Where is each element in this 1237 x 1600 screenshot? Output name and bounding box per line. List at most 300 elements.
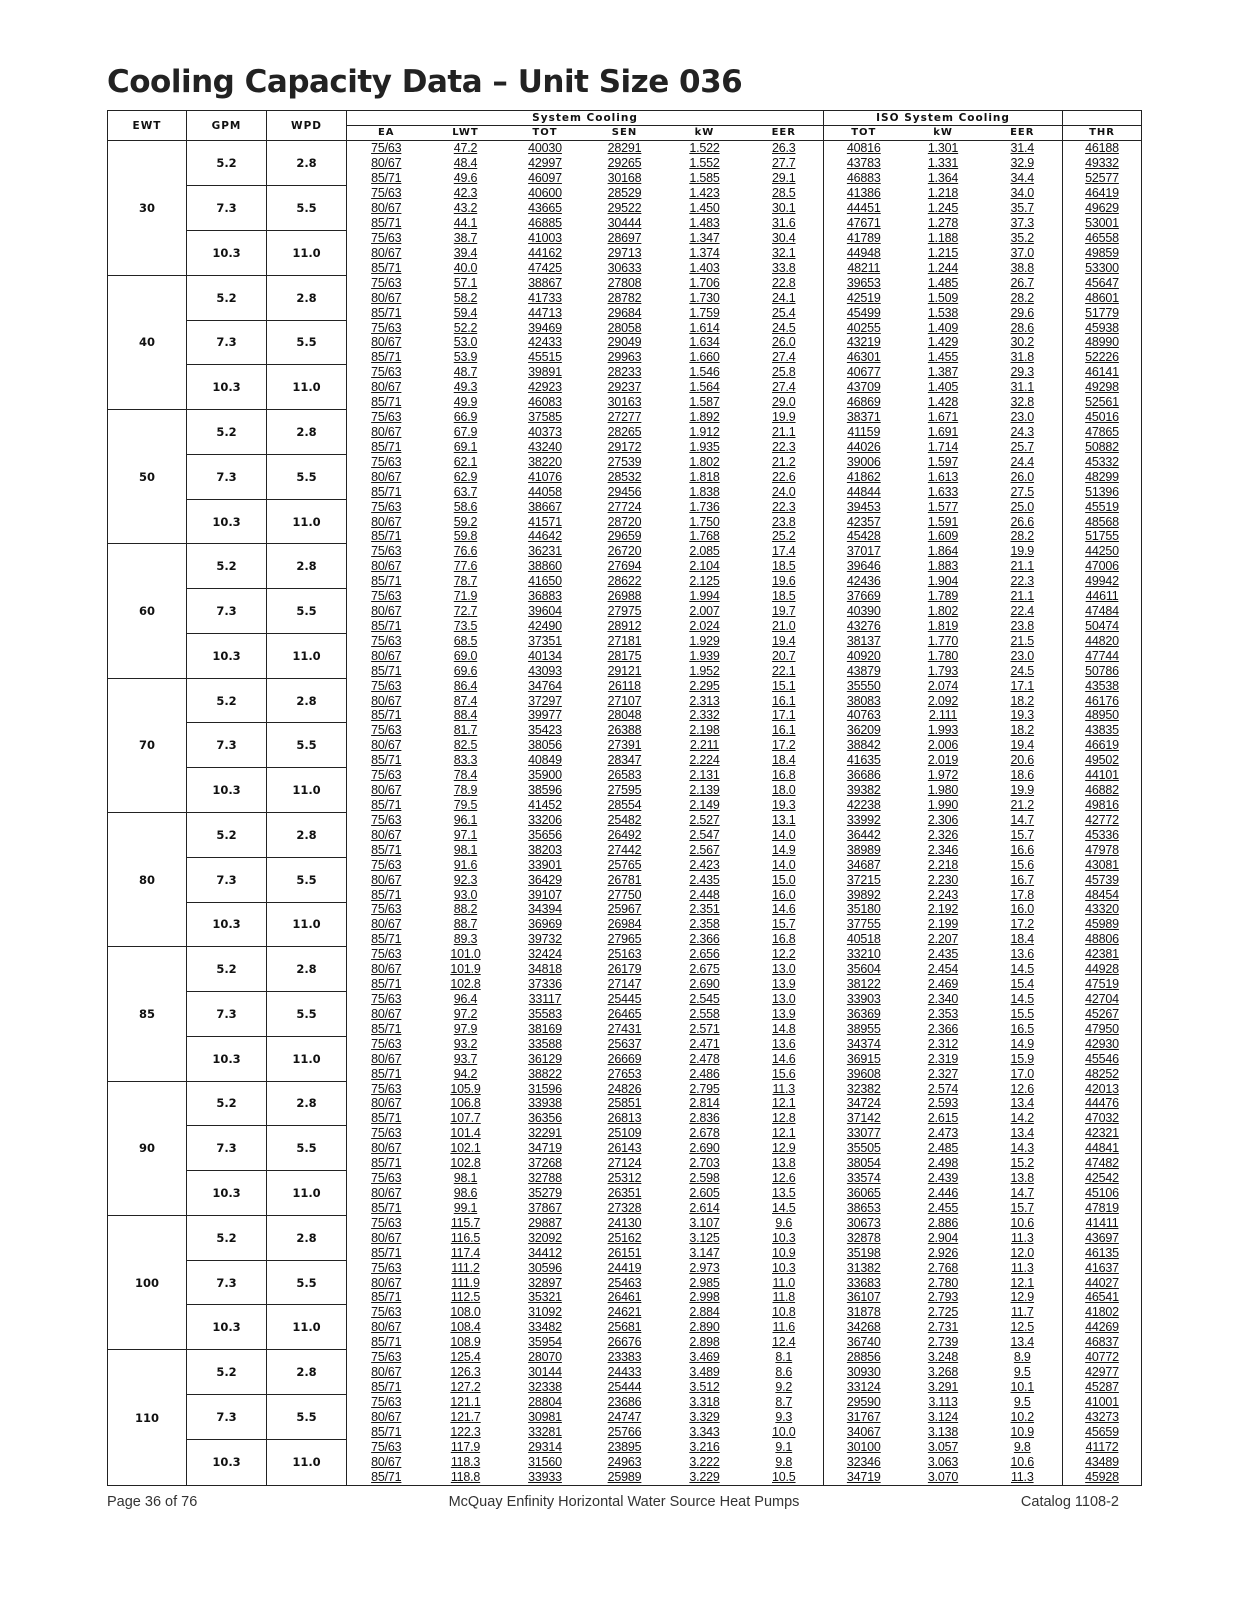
ewt-value: 110 — [108, 1350, 187, 1486]
cell-kw: 2.656 — [689, 947, 720, 962]
cell-lwt: 116.5 — [450, 1230, 481, 1245]
cell-ea: 85/71 — [347, 1335, 426, 1350]
cell-ea: 85/71 — [347, 574, 426, 589]
cell-lwt: 88.7 — [453, 917, 478, 932]
cell-kw: 2.598 — [689, 1171, 720, 1186]
cell-tot: 41452 — [528, 798, 562, 813]
cell-lwt: 102.1 — [450, 1141, 481, 1156]
cell-iso-tot: 43783 — [846, 156, 881, 171]
cell-ea: 85/71 — [347, 1424, 426, 1439]
cell-sen: 27124 — [607, 1156, 642, 1171]
cell-iso-kw: 1.218 — [927, 186, 959, 201]
cell-kw: 1.483 — [689, 216, 720, 231]
cell-tot: 42997 — [528, 156, 562, 171]
cell-iso-eer: 37.3 — [983, 216, 1063, 231]
cell-lwt: 49.9 — [453, 395, 478, 410]
cell-ea: 75/63 — [347, 902, 426, 917]
cell-iso-kw: 1.364 — [927, 171, 959, 186]
cell-ea: 75/63 — [347, 992, 426, 1007]
cell-ea: 75/63 — [347, 589, 426, 604]
cell-kw: 1.994 — [689, 589, 720, 604]
cell-kw: 2.898 — [689, 1335, 720, 1350]
cell-thr: 45287 — [1063, 1380, 1142, 1395]
cell-tot: 35583 — [528, 1006, 562, 1021]
cell-eer: 29.0 — [745, 395, 824, 410]
cell-lwt: 82.5 — [453, 738, 478, 753]
cell-thr: 49298 — [1063, 380, 1142, 395]
cell-iso-tot: 33077 — [846, 1126, 881, 1141]
cell-tot: 34394 — [528, 902, 562, 917]
cell-tot: 40600 — [528, 186, 562, 201]
cell-ea: 80/67 — [347, 559, 426, 574]
cell-lwt: 121.1 — [450, 1394, 481, 1409]
cell-sen: 25445 — [607, 992, 642, 1006]
cell-lwt: 108.9 — [450, 1335, 481, 1350]
cell-tot: 37867 — [528, 1200, 562, 1215]
cell-eer: 12.2 — [745, 947, 824, 962]
cell-kw: 3.512 — [689, 1379, 720, 1394]
cell-tot: 36356 — [528, 1111, 562, 1126]
cell-iso-tot: 39653 — [846, 275, 881, 290]
cell-ea: 75/63 — [347, 454, 426, 469]
cell-thr: 41802 — [1063, 1305, 1142, 1320]
cell-sen: 24963 — [607, 1454, 642, 1469]
cell-thr: 43273 — [1063, 1409, 1142, 1424]
cell-thr: 46135 — [1063, 1245, 1142, 1260]
cell-tot: 38596 — [528, 783, 562, 798]
cell-tot: 44713 — [528, 305, 562, 320]
cell-sen: 24621 — [607, 1305, 642, 1320]
cell-tot: 38203 — [528, 842, 562, 857]
cell-thr: 42977 — [1063, 1365, 1142, 1380]
cell-ea: 75/63 — [347, 141, 426, 156]
cell-sen: 26583 — [607, 768, 642, 783]
cell-iso-tot: 40518 — [846, 932, 881, 947]
cell-lwt: 57.1 — [453, 275, 478, 290]
cell-sen: 27975 — [607, 604, 642, 619]
wpd-value: 2.8 — [267, 812, 347, 857]
cell-lwt: 47.2 — [453, 141, 478, 156]
cell-iso-tot: 33683 — [846, 1275, 881, 1290]
cell-iso-kw: 1.633 — [927, 484, 959, 499]
cell-kw: 2.423 — [689, 857, 720, 872]
cell-lwt: 42.3 — [453, 186, 478, 201]
cell-iso-eer: 12.9 — [983, 1290, 1063, 1305]
cell-ea: 85/71 — [347, 798, 426, 813]
cell-sen: 28532 — [607, 469, 642, 484]
cell-lwt: 125.4 — [450, 1350, 481, 1365]
cell-sen: 29237 — [607, 380, 642, 395]
cell-kw: 2.211 — [689, 738, 720, 753]
wpd-value: 2.8 — [267, 1081, 347, 1126]
cell-iso-tot: 36209 — [846, 723, 881, 738]
cell-iso-tot: 35604 — [846, 962, 881, 977]
cell-ea: 80/67 — [347, 469, 426, 484]
cell-sen: 24419 — [607, 1260, 642, 1275]
cell-kw: 2.884 — [689, 1305, 720, 1320]
cell-iso-eer: 20.6 — [983, 753, 1063, 768]
cell-tot: 30144 — [528, 1365, 562, 1380]
cell-ea: 85/71 — [347, 663, 426, 678]
cell-iso-kw: 1.409 — [927, 320, 959, 335]
cell-thr: 40772 — [1063, 1350, 1142, 1365]
cell-lwt: 97.1 — [453, 827, 478, 842]
cell-lwt: 69.0 — [453, 648, 478, 663]
cell-thr: 45739 — [1063, 872, 1142, 887]
cell-kw: 1.750 — [689, 514, 720, 529]
cell-tot: 42490 — [528, 618, 562, 633]
cell-eer: 22.3 — [745, 499, 824, 514]
cell-ea: 75/63 — [347, 812, 426, 827]
cell-lwt: 115.7 — [450, 1215, 481, 1230]
cell-kw: 2.295 — [689, 678, 720, 693]
cell-sen: 24433 — [607, 1365, 642, 1380]
cell-thr: 46837 — [1063, 1335, 1142, 1350]
cell-eer: 17.1 — [745, 708, 824, 723]
cell-kw: 3.489 — [689, 1365, 720, 1380]
cell-ea: 80/67 — [347, 1186, 426, 1201]
cell-ea: 75/63 — [347, 499, 426, 514]
cell-thr: 44101 — [1063, 768, 1142, 783]
cell-iso-eer: 31.8 — [983, 350, 1063, 365]
table-row — [108, 678, 1142, 693]
cell-iso-tot: 42436 — [846, 574, 881, 589]
cell-thr: 45928 — [1063, 1469, 1142, 1485]
cell-sen: 26720 — [607, 544, 642, 559]
cell-ea: 85/71 — [347, 1380, 426, 1395]
cell-tot: 32424 — [528, 947, 562, 962]
cell-eer: 32.1 — [745, 245, 824, 260]
cell-eer: 22.3 — [745, 439, 824, 454]
cell-lwt: 91.6 — [453, 857, 478, 872]
cell-kw: 2.024 — [689, 618, 720, 633]
cell-iso-kw: 2.615 — [927, 1111, 959, 1126]
cell-eer: 26.3 — [745, 141, 824, 156]
cell-thr: 48990 — [1063, 335, 1142, 350]
cell-iso-tot: 36915 — [846, 1051, 881, 1066]
cell-thr: 41172 — [1063, 1439, 1142, 1454]
cell-tot: 39891 — [528, 365, 562, 380]
cell-thr: 48454 — [1063, 887, 1142, 902]
cell-tot: 46097 — [528, 171, 562, 186]
cell-sen: 29522 — [607, 201, 642, 216]
cell-iso-kw: 1.509 — [927, 290, 959, 305]
cell-thr: 47484 — [1063, 604, 1142, 619]
cell-thr: 42542 — [1063, 1171, 1142, 1186]
cell-lwt: 101.0 — [450, 947, 481, 962]
cell-iso-eer: 16.5 — [983, 1021, 1063, 1036]
cell-iso-tot: 36369 — [846, 1006, 881, 1021]
cell-iso-tot: 31382 — [846, 1260, 881, 1275]
cell-eer: 26.0 — [745, 335, 824, 350]
cell-lwt: 76.6 — [453, 544, 478, 559]
cell-kw: 1.552 — [689, 156, 720, 171]
cell-tot: 33588 — [528, 1036, 562, 1051]
gpm-value: 10.3 — [187, 1171, 267, 1216]
gpm-value: 5.2 — [187, 947, 267, 992]
cell-iso-kw: 1.904 — [927, 574, 959, 589]
cell-thr: 47519 — [1063, 977, 1142, 992]
cell-iso-kw: 2.111 — [928, 708, 958, 723]
cell-iso-eer: 9.5 — [983, 1365, 1063, 1380]
cell-kw: 2.486 — [689, 1066, 720, 1081]
table-row — [108, 1305, 1142, 1320]
cell-kw: 2.448 — [689, 887, 720, 902]
cell-lwt: 38.7 — [453, 230, 478, 245]
cell-eer: 19.9 — [745, 410, 824, 425]
cell-kw: 2.313 — [689, 693, 720, 708]
cell-iso-eer: 9.5 — [983, 1394, 1063, 1409]
cell-thr: 45938 — [1063, 320, 1142, 335]
table-row — [108, 186, 1142, 201]
cell-iso-tot: 38137 — [846, 633, 881, 648]
col-header-wpd: WPD — [267, 111, 347, 141]
cell-tot: 44058 — [528, 484, 562, 499]
cell-sen: 28058 — [607, 320, 642, 335]
cell-sen: 23686 — [607, 1394, 642, 1409]
cell-thr: 47744 — [1063, 648, 1142, 663]
cell-iso-kw: 1.591 — [927, 514, 959, 529]
cell-ea: 75/63 — [347, 1439, 426, 1454]
cell-ea: 75/63 — [347, 320, 426, 335]
cell-iso-tot: 29590 — [846, 1394, 881, 1409]
cell-iso-kw: 2.780 — [927, 1275, 959, 1290]
cell-iso-kw: 1.597 — [927, 454, 959, 469]
cell-iso-eer: 10.6 — [983, 1215, 1063, 1230]
cell-thr: 47978 — [1063, 842, 1142, 857]
cell-iso-kw: 3.291 — [927, 1379, 959, 1394]
cell-sen: 26781 — [607, 872, 642, 887]
table-row — [108, 1439, 1142, 1454]
cell-kw: 2.435 — [689, 872, 720, 887]
cell-eer: 8.1 — [745, 1350, 824, 1365]
cell-thr: 49859 — [1063, 245, 1142, 260]
cell-tot: 44162 — [528, 245, 562, 260]
cell-thr: 51396 — [1063, 484, 1142, 499]
wpd-value: 11.0 — [267, 1305, 347, 1350]
cell-thr: 49332 — [1063, 156, 1142, 171]
wpd-value: 11.0 — [267, 231, 347, 276]
cell-iso-eer: 37.0 — [983, 245, 1063, 260]
cell-iso-eer: 19.3 — [983, 708, 1063, 723]
cell-iso-tot: 41789 — [846, 230, 881, 245]
cell-ea: 75/63 — [347, 365, 426, 380]
cell-sen: 29049 — [607, 335, 642, 350]
cell-tot: 39469 — [528, 320, 562, 335]
cell-ea: 75/63 — [347, 410, 426, 425]
cell-iso-tot: 44844 — [846, 484, 881, 499]
cell-iso-kw: 1.780 — [927, 648, 959, 663]
gpm-value: 5.2 — [187, 275, 267, 320]
cell-sen: 26179 — [607, 962, 642, 977]
cell-iso-kw: 3.057 — [927, 1439, 959, 1454]
gpm-value: 7.3 — [187, 454, 267, 499]
cell-ea: 75/63 — [347, 231, 426, 246]
cell-iso-eer: 11.3 — [983, 1469, 1063, 1485]
cell-tot: 35321 — [528, 1290, 562, 1305]
cell-iso-eer: 29.3 — [983, 365, 1063, 380]
cell-eer: 16.8 — [745, 932, 824, 947]
cell-sen: 30168 — [607, 171, 642, 186]
cell-lwt: 53.9 — [453, 350, 478, 365]
cell-sen: 27442 — [607, 842, 642, 857]
cell-sen: 28912 — [607, 618, 642, 633]
cell-tot: 41003 — [528, 230, 562, 245]
cell-thr: 44820 — [1063, 633, 1142, 648]
cell-thr: 49816 — [1063, 798, 1142, 813]
cell-iso-eer: 15.5 — [983, 1006, 1063, 1021]
cell-lwt: 78.4 — [453, 768, 478, 783]
cell-kw: 2.358 — [689, 917, 720, 932]
cell-ea: 80/67 — [347, 245, 426, 260]
cell-eer: 18.5 — [745, 559, 824, 574]
cell-eer: 12.1 — [745, 1126, 824, 1141]
cell-iso-eer: 18.4 — [983, 932, 1063, 947]
cell-iso-tot: 43276 — [846, 618, 881, 633]
cell-lwt: 59.8 — [453, 529, 478, 544]
cell-iso-eer: 29.6 — [983, 305, 1063, 320]
cell-sen: 25766 — [607, 1424, 642, 1439]
cell-tot: 38822 — [528, 1066, 562, 1081]
wpd-value: 5.5 — [267, 320, 347, 365]
cell-ea: 75/63 — [347, 678, 426, 693]
cell-sen: 28529 — [607, 186, 642, 201]
cell-iso-eer: 35.7 — [983, 201, 1063, 216]
cell-ea: 85/71 — [347, 753, 426, 768]
cell-iso-eer: 14.2 — [983, 1111, 1063, 1126]
cell-lwt: 122.3 — [450, 1424, 481, 1439]
cell-eer: 23.8 — [745, 514, 824, 529]
cell-sen: 28720 — [607, 514, 642, 529]
cell-lwt: 117.9 — [450, 1439, 481, 1454]
cell-kw: 1.347 — [689, 230, 720, 245]
cell-tot: 43240 — [528, 439, 562, 454]
cell-lwt: 93.0 — [453, 887, 478, 902]
cell-iso-tot: 46869 — [846, 395, 881, 410]
cell-iso-tot: 44026 — [846, 439, 881, 454]
cell-iso-kw: 1.577 — [927, 499, 959, 514]
cell-ea: 85/71 — [347, 529, 426, 544]
cell-tot: 31596 — [528, 1081, 562, 1096]
cell-ea: 80/67 — [347, 1141, 426, 1156]
cell-iso-tot: 37669 — [846, 589, 881, 604]
cell-iso-eer: 32.9 — [983, 156, 1063, 171]
cell-kw: 1.952 — [689, 663, 720, 678]
cell-ea: 85/71 — [347, 350, 426, 365]
cell-tot: 37336 — [528, 977, 562, 992]
gpm-value: 5.2 — [187, 1350, 267, 1395]
cell-thr: 47950 — [1063, 1021, 1142, 1036]
cell-eer: 24.5 — [745, 320, 824, 335]
cell-eer: 11.8 — [745, 1290, 824, 1305]
cell-lwt: 108.0 — [450, 1305, 481, 1320]
cell-eer: 13.5 — [745, 1186, 824, 1201]
cell-iso-kw: 2.230 — [927, 872, 959, 887]
cell-sen: 27694 — [607, 559, 642, 574]
cell-sen: 27391 — [607, 738, 642, 753]
cell-iso-tot: 48211 — [847, 260, 881, 275]
cell-tot: 35423 — [528, 723, 562, 738]
col-header-iso-eer: EER — [983, 126, 1063, 141]
cell-eer: 30.4 — [745, 231, 824, 246]
cell-iso-tot: 44451 — [846, 201, 881, 216]
table-row — [108, 544, 1142, 559]
cell-iso-kw: 1.993 — [927, 723, 959, 738]
cell-thr: 45106 — [1063, 1186, 1142, 1201]
cell-ea: 80/67 — [347, 380, 426, 395]
cell-kw: 2.795 — [689, 1081, 720, 1096]
cell-iso-tot: 33992 — [846, 812, 881, 827]
cell-eer: 12.8 — [745, 1111, 824, 1126]
cell-iso-tot: 36740 — [846, 1335, 881, 1350]
cell-thr: 49942 — [1063, 574, 1142, 589]
cell-iso-eer: 14.7 — [983, 1186, 1063, 1201]
cell-sen: 28175 — [607, 648, 642, 663]
cell-tot: 38860 — [528, 559, 562, 574]
cell-kw: 2.351 — [689, 902, 720, 917]
cell-sen: 26813 — [607, 1111, 642, 1126]
col-header-eer: EER — [745, 126, 824, 141]
cell-tot: 31092 — [528, 1305, 562, 1320]
cell-kw: 2.139 — [689, 783, 720, 798]
cell-eer: 20.7 — [745, 648, 824, 663]
cell-iso-kw: 2.473 — [927, 1126, 959, 1141]
cell-eer: 8.6 — [745, 1365, 824, 1380]
cell-iso-kw: 2.498 — [927, 1156, 959, 1171]
cell-tot: 41650 — [528, 574, 562, 589]
cell-thr: 47819 — [1063, 1200, 1142, 1215]
cell-eer: 14.6 — [745, 1051, 824, 1066]
cell-kw: 1.759 — [689, 305, 720, 320]
cell-thr: 42704 — [1063, 992, 1142, 1007]
cell-eer: 22.8 — [745, 275, 824, 290]
cell-iso-tot: 30673 — [846, 1215, 881, 1230]
ewt-value: 40 — [108, 275, 187, 409]
table-row — [108, 1036, 1142, 1051]
cell-tot: 37268 — [528, 1156, 562, 1171]
cell-iso-tot: 39453 — [846, 499, 881, 514]
cell-iso-tot: 33210 — [846, 947, 881, 962]
cell-iso-kw: 1.278 — [927, 216, 959, 231]
cell-eer: 27.4 — [745, 380, 824, 395]
cell-ea: 80/67 — [347, 201, 426, 216]
cell-eer: 12.4 — [745, 1335, 824, 1350]
cell-kw: 1.634 — [689, 335, 720, 350]
cell-thr: 42930 — [1063, 1036, 1142, 1051]
cell-iso-kw: 1.793 — [927, 663, 959, 678]
cell-ea: 85/71 — [347, 484, 426, 499]
cell-eer: 17.2 — [745, 738, 824, 753]
cell-tot: 34412 — [528, 1245, 562, 1260]
cell-iso-tot: 38842 — [846, 738, 881, 753]
cell-tot: 35279 — [528, 1185, 562, 1200]
wpd-value: 2.8 — [267, 544, 347, 589]
cell-thr: 42772 — [1063, 812, 1142, 827]
cell-iso-tot: 38054 — [846, 1156, 881, 1171]
cell-lwt: 98.1 — [453, 1171, 478, 1186]
cell-eer: 9.2 — [745, 1380, 824, 1395]
cell-kw: 2.366 — [689, 932, 720, 947]
cell-lwt: 98.1 — [453, 842, 478, 857]
cell-iso-kw: 2.366 — [927, 1021, 959, 1036]
cell-eer: 28.5 — [745, 186, 824, 201]
cell-ea: 80/67 — [347, 1409, 426, 1424]
cell-sen: 26351 — [607, 1185, 642, 1200]
cell-tot: 43093 — [528, 663, 562, 678]
cell-iso-tot: 44948 — [846, 245, 881, 260]
cell-kw: 3.343 — [689, 1424, 720, 1439]
cell-sen: 25109 — [607, 1126, 642, 1141]
